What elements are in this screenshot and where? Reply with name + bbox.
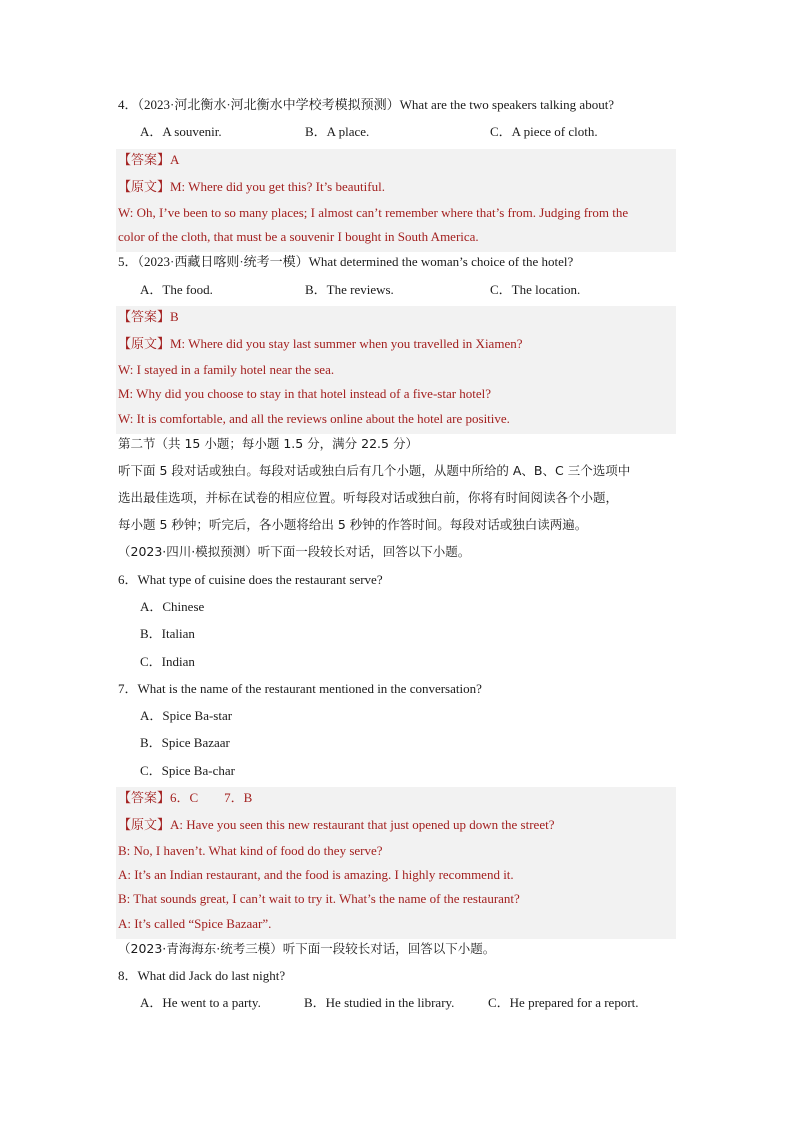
question-5-script-line: 【原文】M: Where did you stay last summer when you travelled in Xiamen?: [118, 336, 523, 351]
question-5-option-c: C．The location.: [490, 282, 581, 297]
section-2-instructions-line: 听下面 5 段对话或独白。每段对话或独白后有几个小题，从题中所给的 A、B、C 三个选项中: [118, 463, 631, 478]
question-4-script-line: W: Oh, I’ve been to so many places; I almost can’t remember where that’s from. Judging from the: [118, 205, 629, 220]
question-5-script-line: W: It is comfortable, and all the reviews online about the hotel are positive.: [118, 411, 510, 426]
question-7-stem: 7．What is the name of the restaurant mentioned in the conversation?: [118, 681, 482, 696]
section-2-instructions-line: 每小题 5 秒钟；听完后，各小题将给出 5 秒钟的作答时间。每段对话或独白读两遍。: [118, 517, 588, 532]
question-4-option-b: B．A place.: [305, 124, 370, 139]
question-6-option-a: A．Chinese: [140, 599, 205, 614]
question-5-answer: 【答案】B: [118, 309, 179, 324]
question-6-stem: 6．What type of cuisine does the restaurant serve?: [118, 572, 383, 587]
question-4-answer: 【答案】A: [118, 152, 180, 167]
group-2-source: （2023·青海海东·统考三模）听下面一段较长对话，回答以下小题。: [118, 941, 496, 956]
section-2-title: 第二节（共 15 小题；每小题 1.5 分，满分 22.5 分）: [118, 436, 418, 451]
group-1-answer: 【答案】6．C 7．B: [118, 790, 253, 805]
group-1-script-line: B: No, I haven’t. What kind of food do they serve?: [118, 843, 383, 858]
question-5-script-line: W: I stayed in a family hotel near the sea.: [118, 362, 335, 377]
question-5-stem: 5．（2023·西藏日喀则·统考一模）What determined the woman’s choice of the hotel?: [118, 254, 574, 269]
question-7-option-c: C．Spice Ba-char: [140, 763, 235, 778]
question-4-option-c: C．A piece of cloth.: [490, 124, 598, 139]
question-4-script-line: color of the cloth, that must be a souvenir I bought in South America.: [118, 229, 479, 244]
question-8-option-a: A．He went to a party.: [140, 995, 261, 1010]
question-4-option-a: A．A souvenir.: [140, 124, 222, 139]
question-8-option-b: B．He studied in the library.: [304, 995, 455, 1010]
group-1-script-line: B: That sounds great, I can’t wait to try it. What’s the name of the restaurant?: [118, 891, 520, 906]
group-1-script-line: 【原文】A: Have you seen this new restaurant that just opened up down the street?: [118, 817, 555, 832]
question-4-stem: 4．（2023·河北衡水·河北衡水中学校考模拟预测）What are the two speakers talking about?: [118, 97, 615, 112]
question-6-option-b: B．Italian: [140, 626, 195, 641]
question-4-script-line: 【原文】M: Where did you get this? It’s beautiful.: [118, 179, 385, 194]
group-1-script-line: A: It’s an Indian restaurant, and the food is amazing. I highly recommend it.: [118, 867, 514, 882]
section-2-instructions-line: 选出最佳选项，并标在试卷的相应位置。听每段对话或独白前，你将有时间阅读各个小题，: [118, 490, 619, 505]
question-7-option-b: B．Spice Bazaar: [140, 735, 230, 750]
question-8-option-c: C．He prepared for a report.: [488, 995, 639, 1010]
question-8-stem: 8．What did Jack do last night?: [118, 968, 286, 983]
question-5-option-b: B．The reviews.: [305, 282, 394, 297]
question-6-option-c: C．Indian: [140, 654, 195, 669]
group-1-source: （2023·四川·模拟预测）听下面一段较长对话，回答以下小题。: [118, 544, 471, 559]
question-5-option-a: A．The food.: [140, 282, 213, 297]
question-7-option-a: A．Spice Ba-star: [140, 708, 233, 723]
question-5-script-line: M: Why did you choose to stay in that hotel instead of a five-star hotel?: [118, 386, 492, 401]
group-1-script-line: A: It’s called “Spice Bazaar”.: [118, 916, 272, 931]
